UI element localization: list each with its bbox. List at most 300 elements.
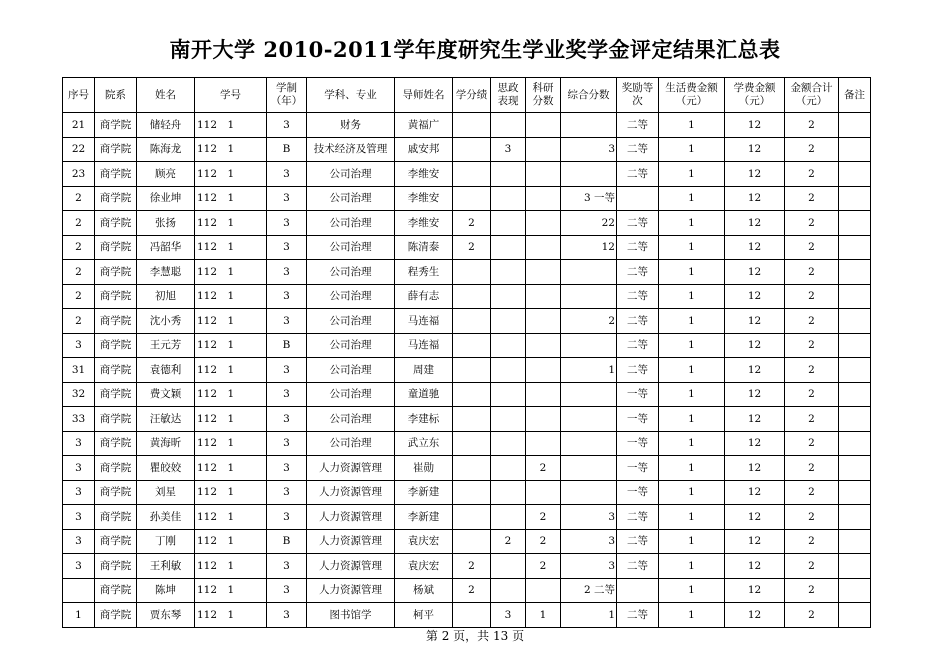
table-cell: 2 <box>785 260 839 285</box>
table-row <box>63 578 871 603</box>
table-cell <box>839 505 871 530</box>
table-cell: 李新建 <box>395 480 453 505</box>
table-cell: 1 <box>659 211 725 236</box>
table-cell: 孙美佳 <box>137 505 195 530</box>
table-cell: 1 <box>659 456 725 481</box>
table-cell: 商学院 <box>95 578 137 603</box>
table-cell <box>526 211 561 236</box>
table-row <box>63 113 871 138</box>
table-cell: 12 <box>561 235 617 260</box>
table-cell: 商学院 <box>95 137 137 162</box>
table-cell: 1 <box>561 603 617 628</box>
table-cell: 武立东 <box>395 431 453 456</box>
table-cell: 1 <box>659 431 725 456</box>
table-cell <box>491 578 526 603</box>
table-cell: 3 <box>267 309 307 334</box>
table-cell <box>453 358 491 383</box>
table-cell: 2 <box>785 235 839 260</box>
table-cell: 李维安 <box>395 211 453 236</box>
table-cell: 1 <box>659 235 725 260</box>
table-cell: 2 <box>785 578 839 603</box>
table-cell <box>453 431 491 456</box>
table-cell <box>839 358 871 383</box>
table-cell: 22 <box>63 137 95 162</box>
table-cell <box>491 284 526 309</box>
table-cell <box>617 578 659 603</box>
table-cell: 陈清泰 <box>395 235 453 260</box>
table-cell: 2 <box>785 309 839 334</box>
table-cell: 1 <box>659 382 725 407</box>
table-cell: 112 1 <box>195 309 267 334</box>
table-cell <box>491 333 526 358</box>
table-cell <box>526 235 561 260</box>
table-cell: 二等 <box>617 211 659 236</box>
table-row <box>63 603 871 628</box>
table-cell: 2 二等 <box>561 578 617 603</box>
table-cell <box>491 162 526 187</box>
table-cell: 一等 <box>617 456 659 481</box>
table-cell: 3 <box>267 211 307 236</box>
table-cell: 二等 <box>617 554 659 579</box>
table-cell: 3 <box>267 407 307 432</box>
table-cell: 商学院 <box>95 431 137 456</box>
table-cell: 1 <box>659 407 725 432</box>
table-cell <box>453 456 491 481</box>
table-cell: 二等 <box>617 284 659 309</box>
column-header: 学号 <box>195 78 267 113</box>
table-cell <box>491 431 526 456</box>
table-cell: 1 <box>659 603 725 628</box>
column-header: 学费金额 （元） <box>725 78 785 113</box>
table-cell: 2 <box>785 603 839 628</box>
table-cell <box>839 260 871 285</box>
column-header: 科研 分数 <box>526 78 561 113</box>
table-cell <box>453 137 491 162</box>
table-cell: 二等 <box>617 603 659 628</box>
table-cell: 112 1 <box>195 456 267 481</box>
table-cell: 2 <box>785 407 839 432</box>
table-cell <box>561 113 617 138</box>
column-header: 导师姓名 <box>395 78 453 113</box>
table-cell: 2 <box>785 529 839 554</box>
table-cell: 112 1 <box>195 284 267 309</box>
column-header: 奖励等 次 <box>617 78 659 113</box>
table-cell: 王元芳 <box>137 333 195 358</box>
column-header: 学分绩 <box>453 78 491 113</box>
table-cell: 12 <box>725 260 785 285</box>
table-cell: 2 <box>491 529 526 554</box>
table-cell: 1 <box>63 603 95 628</box>
table-cell: 3 <box>561 505 617 530</box>
table-cell: 人力资源管理 <box>307 529 395 554</box>
table-row <box>63 554 871 579</box>
table-cell <box>526 333 561 358</box>
table-cell: 3 <box>267 113 307 138</box>
table-cell: 黄福广 <box>395 113 453 138</box>
table-cell: 112 1 <box>195 358 267 383</box>
table-cell: 12 <box>725 309 785 334</box>
table-cell: 2 <box>785 480 839 505</box>
table-cell: 3 <box>267 480 307 505</box>
table-row <box>63 260 871 285</box>
table-cell <box>491 211 526 236</box>
table-cell: 公司治理 <box>307 186 395 211</box>
table-row <box>63 309 871 334</box>
table-cell: 2 <box>785 211 839 236</box>
table-cell <box>526 480 561 505</box>
table-cell <box>839 456 871 481</box>
table-cell: 黄海昕 <box>137 431 195 456</box>
table-cell: 12 <box>725 554 785 579</box>
table-cell: 32 <box>63 382 95 407</box>
table-cell: 袁庆宏 <box>395 529 453 554</box>
table-cell <box>839 333 871 358</box>
table-cell <box>526 358 561 383</box>
table-cell <box>561 333 617 358</box>
table-cell: 1 <box>659 529 725 554</box>
table-cell <box>526 260 561 285</box>
table-cell: 商学院 <box>95 113 137 138</box>
table-cell <box>453 186 491 211</box>
table-cell: 3 <box>267 456 307 481</box>
table-cell: 3 <box>63 333 95 358</box>
table-cell: 二等 <box>617 309 659 334</box>
table-cell <box>839 382 871 407</box>
table-cell: B <box>267 137 307 162</box>
table-cell: 陈坤 <box>137 578 195 603</box>
table-cell: 2 <box>785 431 839 456</box>
table-cell: 戚安邦 <box>395 137 453 162</box>
table-row <box>63 431 871 456</box>
table-cell: 李慧聪 <box>137 260 195 285</box>
table-cell <box>561 162 617 187</box>
table-cell: 刘星 <box>137 480 195 505</box>
table-row <box>63 211 871 236</box>
table-cell <box>63 578 95 603</box>
table-cell: 王利敏 <box>137 554 195 579</box>
table-cell: 112 1 <box>195 186 267 211</box>
table-cell <box>561 260 617 285</box>
table-cell: 公司治理 <box>307 162 395 187</box>
table-cell: 薛有志 <box>395 284 453 309</box>
table-cell: 公司治理 <box>307 382 395 407</box>
table-cell: 徐业坤 <box>137 186 195 211</box>
table-cell: 2 <box>785 554 839 579</box>
table-cell <box>839 211 871 236</box>
table-cell <box>839 235 871 260</box>
table-row <box>63 284 871 309</box>
table-cell: 12 <box>725 603 785 628</box>
table-cell: 1 <box>659 505 725 530</box>
table-cell: 2 <box>785 456 839 481</box>
table-row <box>63 358 871 383</box>
table-cell <box>453 407 491 432</box>
table-cell: 3 <box>267 431 307 456</box>
table-cell: 张扬 <box>137 211 195 236</box>
table-cell <box>491 505 526 530</box>
table-cell <box>491 480 526 505</box>
table-cell <box>453 284 491 309</box>
table-row <box>63 456 871 481</box>
table-cell: 二等 <box>617 358 659 383</box>
table-cell: 12 <box>725 456 785 481</box>
table-cell: 1 <box>659 113 725 138</box>
table-row <box>63 529 871 554</box>
table-cell: 公司治理 <box>307 211 395 236</box>
table-cell <box>526 431 561 456</box>
table-cell <box>839 137 871 162</box>
table-cell: 商学院 <box>95 211 137 236</box>
table-cell: 2 <box>63 186 95 211</box>
table-cell: 费文颖 <box>137 382 195 407</box>
table-cell: 23 <box>63 162 95 187</box>
table-cell: 商学院 <box>95 333 137 358</box>
table-cell: 公司治理 <box>307 333 395 358</box>
table-cell <box>453 603 491 628</box>
table-cell <box>561 407 617 432</box>
table-cell: 一等 <box>617 382 659 407</box>
table-cell: 2 <box>785 333 839 358</box>
table-cell: 112 1 <box>195 554 267 579</box>
table-cell: 2 <box>453 578 491 603</box>
table-cell: 2 <box>785 186 839 211</box>
table-cell: 3 <box>267 358 307 383</box>
column-header: 金额合计 （元） <box>785 78 839 113</box>
table-row <box>63 235 871 260</box>
table-row <box>63 407 871 432</box>
table-cell: 二等 <box>617 333 659 358</box>
table-cell <box>491 113 526 138</box>
table-cell: 二等 <box>617 505 659 530</box>
table-cell: 2 <box>526 529 561 554</box>
table-cell: 1 <box>659 554 725 579</box>
table-cell: 陈海龙 <box>137 137 195 162</box>
table-cell: 程秀生 <box>395 260 453 285</box>
table-row <box>63 382 871 407</box>
table-cell: 袁德利 <box>137 358 195 383</box>
table-cell <box>453 162 491 187</box>
table-cell: 3 <box>491 137 526 162</box>
table-row <box>63 480 871 505</box>
table-cell <box>839 162 871 187</box>
table-cell: B <box>267 333 307 358</box>
table-cell <box>491 382 526 407</box>
table-cell <box>453 480 491 505</box>
table-cell: 3 <box>63 529 95 554</box>
table-cell <box>491 309 526 334</box>
table-cell: 3 <box>491 603 526 628</box>
table-cell: 3 <box>267 235 307 260</box>
table-cell: 2 <box>785 137 839 162</box>
table-cell: 贾东琴 <box>137 603 195 628</box>
table-cell <box>839 480 871 505</box>
table-cell: 1 <box>659 284 725 309</box>
table-cell: 12 <box>725 505 785 530</box>
table-cell: 12 <box>725 211 785 236</box>
table-cell: 3 <box>561 137 617 162</box>
table-cell: 顾亮 <box>137 162 195 187</box>
table-cell: 3 <box>267 284 307 309</box>
table-cell: 12 <box>725 529 785 554</box>
table-cell <box>453 333 491 358</box>
table-cell <box>839 284 871 309</box>
table-cell <box>453 260 491 285</box>
table-cell <box>491 358 526 383</box>
table-cell: 二等 <box>617 113 659 138</box>
table-cell <box>839 407 871 432</box>
table-cell: 1 <box>659 578 725 603</box>
table-cell: 崔勋 <box>395 456 453 481</box>
table-cell <box>526 407 561 432</box>
table-cell: 杨斌 <box>395 578 453 603</box>
table-cell <box>491 260 526 285</box>
table-cell: 图书馆学 <box>307 603 395 628</box>
table-cell: 3 <box>63 480 95 505</box>
table-cell: 112 1 <box>195 333 267 358</box>
table-cell: 3 <box>267 382 307 407</box>
table-cell: 112 1 <box>195 113 267 138</box>
column-header: 综合分数 <box>561 78 617 113</box>
table-cell: B <box>267 529 307 554</box>
table-cell <box>839 431 871 456</box>
table-cell <box>561 382 617 407</box>
table-row <box>63 137 871 162</box>
table-cell: 12 <box>725 162 785 187</box>
table-cell <box>491 186 526 211</box>
table-cell <box>839 603 871 628</box>
table-cell: 112 1 <box>195 431 267 456</box>
table-cell: 12 <box>725 186 785 211</box>
table-cell: 商学院 <box>95 260 137 285</box>
table-cell: 汪敏达 <box>137 407 195 432</box>
table-cell: 马连福 <box>395 309 453 334</box>
table-row <box>63 333 871 358</box>
column-header: 学科、专业 <box>307 78 395 113</box>
table-cell: 公司治理 <box>307 431 395 456</box>
table-cell: 童道驰 <box>395 382 453 407</box>
table-cell: 2 <box>526 505 561 530</box>
table-header <box>63 78 871 113</box>
table-cell: 3 <box>267 186 307 211</box>
table-cell: 2 <box>785 382 839 407</box>
table-cell: 3 <box>267 603 307 628</box>
table-cell <box>617 186 659 211</box>
table-cell: 商学院 <box>95 529 137 554</box>
table-cell <box>839 578 871 603</box>
table-cell: 马连福 <box>395 333 453 358</box>
table-cell: 二等 <box>617 235 659 260</box>
table-cell: 2 <box>63 211 95 236</box>
table-cell <box>526 137 561 162</box>
table-cell: 3 <box>267 578 307 603</box>
table-cell: 二等 <box>617 162 659 187</box>
table-cell: 2 <box>453 554 491 579</box>
table-cell: 2 <box>785 284 839 309</box>
table-cell: 31 <box>63 358 95 383</box>
table-cell <box>526 382 561 407</box>
table-cell: 1 <box>526 603 561 628</box>
table-cell <box>839 113 871 138</box>
table-cell: 112 1 <box>195 137 267 162</box>
table-cell: 二等 <box>617 137 659 162</box>
table-cell <box>526 578 561 603</box>
table-cell: 瞿皎姣 <box>137 456 195 481</box>
table-cell: 112 1 <box>195 505 267 530</box>
table-cell: 人力资源管理 <box>307 554 395 579</box>
column-header: 序号 <box>63 78 95 113</box>
table-cell: 112 1 <box>195 480 267 505</box>
table-cell: 商学院 <box>95 554 137 579</box>
table-cell: 商学院 <box>95 382 137 407</box>
column-header: 院系 <box>95 78 137 113</box>
table-cell: 2 <box>785 358 839 383</box>
table-cell: 3 <box>267 162 307 187</box>
table-cell: 人力资源管理 <box>307 505 395 530</box>
table-cell: 公司治理 <box>307 235 395 260</box>
scholarship-table <box>62 77 871 628</box>
table-cell: 李维安 <box>395 186 453 211</box>
table-cell: 商学院 <box>95 480 137 505</box>
table-cell: 商学院 <box>95 284 137 309</box>
table-cell: 3 <box>561 554 617 579</box>
table-cell: 冯韶华 <box>137 235 195 260</box>
table-cell: 12 <box>725 407 785 432</box>
table-cell <box>453 382 491 407</box>
table-cell: 人力资源管理 <box>307 456 395 481</box>
table-cell <box>491 407 526 432</box>
table-cell: 技术经济及管理 <box>307 137 395 162</box>
table-cell: 初旭 <box>137 284 195 309</box>
table-cell <box>453 113 491 138</box>
table-cell <box>839 309 871 334</box>
table-cell: 2 <box>785 113 839 138</box>
table-cell <box>561 480 617 505</box>
table-cell: 商学院 <box>95 235 137 260</box>
table-cell: 丁刚 <box>137 529 195 554</box>
table-cell <box>839 529 871 554</box>
table-cell: 李新建 <box>395 505 453 530</box>
table-cell: 12 <box>725 137 785 162</box>
table-cell: 商学院 <box>95 309 137 334</box>
table-cell: 21 <box>63 113 95 138</box>
table-cell: 112 1 <box>195 382 267 407</box>
table-cell: 一等 <box>617 480 659 505</box>
table-body <box>63 113 871 628</box>
table-cell: 3 <box>267 505 307 530</box>
table-cell: 3 <box>267 554 307 579</box>
column-header: 思政 表现 <box>491 78 526 113</box>
column-header: 姓名 <box>137 78 195 113</box>
table-cell: 3 <box>63 505 95 530</box>
table-cell: 112 1 <box>195 162 267 187</box>
table-cell: 2 <box>63 235 95 260</box>
table-cell: 柯平 <box>395 603 453 628</box>
table-cell: 12 <box>725 113 785 138</box>
table-cell: 2 <box>63 284 95 309</box>
table-cell <box>526 309 561 334</box>
table-cell: 2 <box>785 505 839 530</box>
table-cell: 1 <box>659 358 725 383</box>
table-cell: 3 <box>63 431 95 456</box>
table-row <box>63 186 871 211</box>
table-cell: 袁庆宏 <box>395 554 453 579</box>
table-cell <box>526 113 561 138</box>
table-cell <box>561 456 617 481</box>
table-cell <box>491 456 526 481</box>
table-cell: 1 <box>659 309 725 334</box>
table-cell: 12 <box>725 235 785 260</box>
table-cell: 沈小秀 <box>137 309 195 334</box>
